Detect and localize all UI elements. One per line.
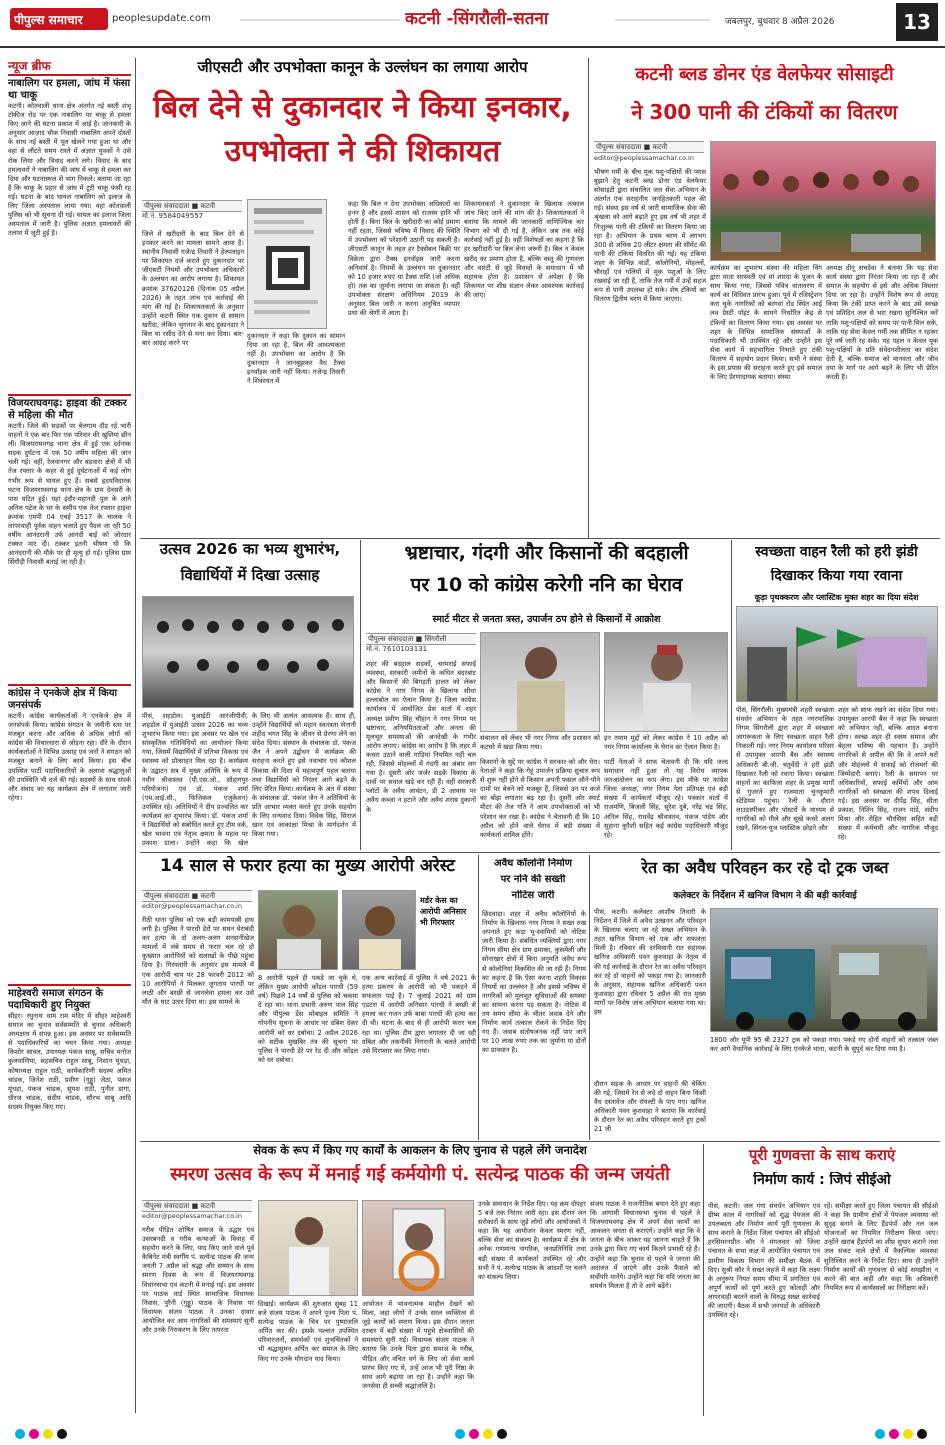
art9-body-5: संजय पाठक ने राजनीतिक बयान देते हुए कहा कि आगामी विधानसभा चुनाव से पहले वे विजयराघवगढ़ क्षेत्र में अपने सेवा कार्यों का आकलन जनता से कराएंगे। उन्होंने कहा कि वे जनता के बीच जाकर यह जानना चाहते हैं कि उनके द्वारा किए गए कार्य कितने प्रभावी रहे हैं। उन्होंने कहा कि चुनाव से पहले वे जनता की अदालत में जाएंगे और उनके फैसले को सर्वोपरि मानेंगे। उन्होंने कहा कि यदि जनता का समर्थन मिलता है तो वे आगे बढ़ेंगे। xyxy=(590,1200,700,1290)
art7-headline-3: नोटिस जारी xyxy=(511,890,555,901)
art3-headline-2: विद्यार्थियों में दिखा उत्साह xyxy=(180,566,320,584)
art6-body-3: एक अन्य कार्रवाई में पुलिस ने वर्ष 2021 के हत्या प्रकरण के आरोपी को भी पकड़ने में सफलता पाई है। 7 जुलाई 2021 को ग्राम एडटरा में आरोपी अनिसार पारधी ने बरछी से हमला कर गजन उर्फ बाबा पारधी की हत्या कर दी थी। घटना के बाद से ही आरोपी फरार चल रहा था। पुलिस टीम द्वारा लगातार दी जा रही दबिश और तकनीकी निगरानी के चलते आरोपी उसे गिरफ्तार कर लिया गया। xyxy=(362,974,476,1055)
art2-body-3: अध्यक्ष दीनू सचदेवा ने बताया कि यह सेवा कार्य संस्था द्वारा निरंतर किया जा रहा है और समाज के सहयोग से इसे और अधिक विस्तार दिया जा रहा है। उन्होंने विशेष रूप से आग्रह किया कि टंकी प्राप्त करने के बाद उसे स्वच्छ एवं प्रतिदिन जल से भरा रखना सुनिश्चित करें ताकि पशु-पक्षियों को समय पर पानी मिल सके, ताकि यह सेवा केवल गर्मी तक सीमित न रहकर पूरे वर्ष जारी रह सके। यह पहल न केवल मूक पशु-पक्षियों के प्रति संवेदनशीलता का संदेश देती है, बल्कि समाज को मानवता और जीव दया के मार्ग पर आगे बढ़ने के लिए भी प्रेरित करती है। xyxy=(826,264,938,382)
divider xyxy=(140,1141,940,1142)
group-photo-image xyxy=(711,142,936,261)
art8-headline: रेत का अवैध परिवहन कर रहे दो ट्रक जब्त xyxy=(641,858,889,877)
art9-body-4: उनके समाधान के निर्देश दिए। यह क्रम दोपहर 5 बजे तक निरंतर जारी रहा। इस दौरान जन सरोकारों के साथ जुड़े लोगों और आयोजकों ने कहा कि यह आयोजन केवल स्मरण नहीं, बल्कि सेवा का संकल्प है। कार्यक्रम में क्षेत्र के अनेक गणमान्य नागरिक, जनप्रतिनिधि तथा बड़ी संख्या में कार्यकर्ता उपस्थित रहे और सभी ने पं. सत्येन्द्र पाठक के आदर्शों पर चलने का संकल्प लिया। xyxy=(478,1200,586,1281)
trucks-image xyxy=(711,909,938,1032)
mla-image xyxy=(259,1201,358,1296)
news-brief-column xyxy=(8,58,131,1413)
art2-body-2: कार्यक्रम का शुभारंभ संस्था की महिला विंग द्वारा माता सरस्वती एवं मां शारदा के पूजन के साथ किया गया, जिससे पवित्र वातावरण में कार्य का विधिवत प्रारंभ हुआ। पूर्व में रजिस्ट्रेशन करा चुके नागरिकों को बरगवां रोड स्थित आई लव ग्रेस्टी पॉइंट के सामने निर्धारित केंद्र से टंकियों का वितरण किया गया। इस अवसर पर शहर के विभिन्न सामाजिक संस्थाओं के पदाधिकारी भी उपस्थित रहे और उन्होंने इस सेवा कार्य में सहभागिता निभाते हुए टंकी वितरण में सहयोग प्रदान किया। सभी ने संस्था के इस प्रयास की सराहना करते हुए इसे समाज के लिए प्रेरणादायक बताया। संस्था xyxy=(710,264,822,382)
page-number: 13 xyxy=(896,3,938,41)
art2-headline-2: ने 300 पानी की टंकियों का वितरण xyxy=(631,100,898,124)
art1-body-2: दुकानदार ने कहा कि दुकान का सामान दिया जा रहा है, बिल की आवश्यकता नहीं है। उपभोक्ता का आरोप है कि दुकानदार ने जानबूझकर वैध टैक्स इनवॉइस जारी नहीं किया। गजेन्द्र तिवारी ने शिकायत में xyxy=(247,332,345,386)
art8-caption: दौरान सड़क के आधार पर वाहनों की चेकिंग की गई, जिसमें रेत से लदे दो वाहन बिना किसी वैध दस्तावेज और रॉयल्टी के पाए गए। खनिज अधिकारी पवन कुशवाहा ने बताया कि कार्रवाई के दौरान रेत का अवैध परिवहन करते हुए ट्रकों 21 जी xyxy=(594,1080,706,1134)
art1-headline: बिल देने से दुकानदार ने किया इनकार, उपभोक्ता ने की शिकायत xyxy=(153,90,572,169)
art4-caption-2: इन तमाम मुद्दों को लेकर कांग्रेस ने 10 अप्रैल को नगर निगम कार्यालय के घेराव का ऐलान किया है। xyxy=(604,734,728,752)
art9-kicker: सेवक के रूप में किए गए कार्यों के आकलन के लिए चुनाव से पहले लेंगे जनादेश xyxy=(253,1144,587,1157)
art5-subhead: कूड़ा पृथक्करण और प्लास्टिक मुक्त शहर का दिया संदेश xyxy=(754,593,919,602)
art3-photo xyxy=(142,596,354,708)
art6-subhead: मर्डर केस का आरोपी अनिसार भी गिरफ्तार xyxy=(420,896,467,927)
art10-body-2: रहें। समीक्षा करते हुए जिला पंचायत की सीईओ ने कहा कि ग्रामीण क्षेत्रों में पेयजल व्यवस्था को सुदृढ़ बनाने के लिए हैंडपंपों और नल जल योजनाओं का नियमित निरीक्षण किया जाए। उन्होंने खराब हैंडपंपों का शीघ्र सुधार कराने तथा जल संकट वाले क्षेत्रों में वैकल्पिक व्यवस्था सुनिश्चित करने के निर्देश दिए। साथ ही उन्होंने निर्माण कार्यों की गुणवत्ता से कोई समझौता न करने की बात कही और कहा कि अधिकारी नियमित रूप से कार्यस्थलों का निरीक्षण करें। xyxy=(824,1202,938,1292)
art4-headline-2: पर 10 को कांग्रेस करेगी ननि का घेराव xyxy=(410,574,683,596)
art9-body-3: आयोजन में भावनात्मक माहौल देखने को मिला, जहां लोगों ने उनके सरल व्यक्तित्व से जुड़े कार्यों को स्मरण किया। इस दौरान जनता दरबार में बड़ी संख्या में पहुंचे क्षेत्रवासियों की समस्याएं सुनी गईं। विधायक संजय पाठक ने बताया कि उनके पिता द्वारा समाज के गरीब, पीड़ित और वंचित वर्ग के लिए जो सेवा कार्य प्रारंभ किए गए थे, उन्हें आज भी पूरी निष्ठा के साथ आगे बढ़ाया जा रहा है। उन्होंने कहा कि जनसेवा ही सच्ची श्रद्धांजलि है। xyxy=(362,1300,474,1390)
art6-headline: 14 साल से फरार हत्या का मुख्य आरोपी अरेस्ट xyxy=(160,856,455,876)
art4-body-1: शहर की बदहाल सड़कों, चरमराई सफाई व्यवस्था, सरकारी जमीनों के कथित बंदरबांट और किसानों की बिगड़ती हालत को लेकर कांग्रेस ने नगर निगम के खिलाफ सीधा हल्लाबोल का ऐलान किया है। जिला कांग्रेस कार्यालय में आयोजित प्रेस वार्ता में शहर अध्यक्ष प्रवीण सिंह चौहान ने नगर निगम पर भ्रष्टाचार, अनियमितताओं और जनता की मूलभूत समस्याओं की अनदेखी के गंभीर आरोप लगाए। कांग्रेस का आरोप है कि शहर में कचरा उठाने वाली गाड़ियां नियमित नहीं चल रही, जिससे मोहल्लों में गंदगी का अंबार लग गया है। दूसरी ओर जर्जर सड़कें विकास के दावों पर सवाल खड़े कर रही हैं। वहीं सरकारी प्लॉटों के अवैध आवंटन, डी 2 आवास पर अवैध कब्जा न हटाने और अवैध शराब दुकानों के xyxy=(366,660,476,814)
art9-body-2: दिखाई। कार्यक्रम की शुरुआत सुबह 11 बजे संजय पाठक ने अपने पूज्य पिता पं. सत्येन्द्र पाठक के चित्र पर पुष्पांजलि अर्पित कर की। इसके पश्चात उपस्थित परिवारजनों, समर्थकों एवं शुभचिंतकों ने भी श्रद्धासुमन अर्पित कर समाज के लिए किए गए उनके योगदान याद किया। xyxy=(258,1300,358,1363)
brief-1-title: नाबालिग पर हमला, जांघ में फंसा था चाकू xyxy=(8,74,131,102)
art6-body-1: रीठी थाना पुलिस को एक बड़ी कामयाबी हाथ लगी है। पुलिस ने पारधी डेरों पर सघन घेराबंदी कर हत्या के दो अलग-अलग सनसनीखेज मामलों में लंबे समय से फरार चल रहे दो कुख्यात आरोपियों को सलाखों के पीछे पहुंचा दिया है। गिरफ्तारी के अनुसार इस मामले में एक आरोपी चाय पर 28 फरवरी 2012 को 10 आरोपियों ने मिलकर जुगताय पारधी पर लाठी और बरछी से जानलेवा हमला कर उसे मौत के घाट उतार दिया था। इस मामले के xyxy=(142,916,254,1006)
divider xyxy=(589,855,590,1140)
art9-photo-2 xyxy=(362,1200,474,1296)
divider xyxy=(140,852,940,853)
art9-photo-1 xyxy=(258,1200,358,1296)
receipt-image xyxy=(248,200,327,329)
art4-photo-1 xyxy=(480,632,600,732)
art5-body-2: शहर को साफ रखने का संदेश दिया गया। उपायुक्त आरपी बैस ने कहा कि स्वच्छता को अभियान नहीं, बल्कि आदत बनाना होगा। स्वच्छ शहर ही स्वस्थ समाज और बेहतर भविष्य की पहचान है। उन्होंने नागरिकों से अपील की कि वे अपने घरों और मोहल्लों में सफाई को रोजमर्रा की जिम्मेदारी बनाएं। रैली के समापन पर अधिकारियों, सफाई कर्मियों और आम नागरिकों को स्वच्छता की शपथ दिलाई गई। इस अवसर पर दीपेंद्र सिंह, सीता प्रकाश, नितिन सिंह, राजन पांडे, संदीप मिश्रा और रोहित चौरसिया सहित बड़ी संख्या में कर्मचारी और नागरिक मौजूद रहे। xyxy=(838,706,938,842)
brief-2-text: कटनी। जिले की सड़कों पर बेलगाम दौड़ रहे भारी वाहनों ने एक बार फिर एक परिवार की खुशियां छीन लीं। विजयराघवगढ़ थाना क्षेत्र में हुई एक दर्दनाक सड़क दुर्घटना में एक 50 वर्षीय महिला की जान चली गई। वहीं, रेलवानगर और बड़वारा क्षेत्रों में भी तेज रफ्तार के कहर से हुई दुर्घटनाओं में कई लोग गंभीर रूप से घायल हुए हैं। सबसे हृदयविदारक घटना विजयराघवगढ़ थाना क्षेत्र के ग्राम देवसरी के पास घटित हुई। यहां इंदौर-महानदी पुल के आगे अनिल पटेल के घर के समीप एक तेज रफ्तार हाइवा क्रमांक एमपी 04 एचई 3517 के चालक ने लापरवाही पूर्वक वाहन चलाते हुए पैदल जा रही 50 वर्षीय आनंदरानी उर्फ आनंदी बाई को जोरदार टक्कर मार दी। टक्कर इतनी भीषण थी कि आनंदरानी की मौके पर ही मृत्यु हो गई। पुलिस ग्राम सिंगौड़ी निवासी बताई जा रही है। xyxy=(8,422,131,567)
art2-photo xyxy=(710,141,936,261)
press-person-image xyxy=(481,633,600,732)
art3-headline-1: उत्सव 2026 का भव्य शुभारंभ, xyxy=(159,540,341,558)
brief-4-text: सीहर। रघुनाथ धाम राम मंदिर में सीहर माहेश्वरी समाज का चुनाव सर्वसम्मति से चुनाव अधिकारी अध्यक्षता में संपन्न हुआ। इस अवसर पर सर्वसम्मति से पदाधिकारियों का चयन किया गया। अध्यक्ष किशोर सावल, उपाध्यक्ष पंकज साबू, सचिव मनोज कुलवाणिया, सहसचिव राहुल साबू, निशान मूंधड़ा, कोषाध्यक्ष राहुल राठी, कार्यकारिणी सदस्य अमित चांडक, जिनेश राठी, प्रवीण (गुड्डू) जेठा, पंकज मूंधड़ा, पंकज चांडक, सुयश राठी, पुनीत डागा, धीरज चांडक, संदीप चांडक, सौरभ साबू आदि सदस्य नियुक्त किए गए। xyxy=(8,1012,131,1111)
art1-kicker: जीएसटी और उपभोक्ता कानून के उल्लंघन का लगाया आरोप xyxy=(197,58,528,76)
brief-1-text: कटनी। कोतवाली थाना क्षेत्र अंतर्गत नई बस्ती शंभू टॉकीज रोड पर एक नाबालिग पर चाकू से हमला किए जाने की घटना प्रकाश में आई है। जानकारी के अनुसार आज़ाद चौक निवासी नाबालिग अपने दोस्तों के साथ नई बस्ती में पूल खेलने गया हुआ था और वहां से लौटते समय रास्ते में अज्ञात युवकों ने उसे रोक लिया और विवाद करने लगे। विवाद के बाद हमलावरों ने नाबालिग की जांघ में चाकू से हमला कर दिया और घटनास्थल से भाग निकले। बताया जा रहा है कि चाकू के प्रहार से जांघ में टूटी चाकू फंसी रह गई। घटना के बाद घायल नाबालिग को इलाज के लिए जिला अस्पताल लाया गया। वहां कोतवाली पुलिस को भी सूचना दी गई। घायल का इलाज जिला अस्पताल में जारी है। पुलिस अज्ञात हमलावरों की तलाश में जुटी हुई है। xyxy=(8,102,131,238)
art8-body-1: पीसं, कटनी। कलेक्टर आशीष तिवारी के निर्देशन में जिले में अवैध उत्खनन और परिवहन के खिलाफ चलाए जा रहे सख्त अभियान के तहत खनिज विभाग को एक और सफलता मिली है। रविवार की दरमियानी रात सहायक खनिज अधिकारी पवन कुशवाहा के नेतृत्व में की गई कार्रवाई के दौरान रेत का अवैध परिवहन कर रहे दो वाहनों को पकड़ा गया है। जानकारी के अनुसार, सहायक खनिज अधिकारी पवन कुशवाहा द्वारा रविवार 5 अप्रैल की रात मुख्य मार्गों पर विशेष जांच अभियान चलाया गया था। इस xyxy=(594,908,706,1017)
accused-1-image xyxy=(259,891,338,970)
art3-body-2: के लिए भी अत्यंत आवश्यक हैं। साथ ही, उन्होंने विद्यार्थियों को महान स्वतंत्रता सेनानी शहीद भगत सिंह के जीवन से प्रेरणा लेने का संदेश दिया। संस्थान के संचालक डॉ. पंकज जैन ने अपने उद्बोधन में कार्यक्रम की सराहना करते हुए इसे नवाचार एवं कौशल विकास की दिशा में महत्वपूर्ण पहल बताया तथा विद्यार्थियों को निरंतर आगे बढ़ने के लिए प्रेरित किया। कार्यक्रम के अंत में संस्था के संचालक डॉ. पंकज जैन ने अतिथियों के प्रति आभार व्यक्त करते हुए उनके सहयोग के लिए धन्यवाद दिया। विवेक सिंह, सिराज खान एवं आकांक्षा मिश्रा के मार्गदर्शन में किया गया। xyxy=(252,712,356,839)
art2-body-1: भीषण गर्मी के बीच मूक पशु-पक्षियों की प्यास बुझाने हेतु कटनी ब्लड डोनर एंड वेलफेयर सोसाइटी द्वारा संचालित जल सेवा अभियान के अंतर्गत एक सराहनीय जनहितकारी पहल की गई। संस्था इस वर्ष से जारी सामाजिक सेवा की श्रृंखला को आगे बढ़ाते हुए इस वर्ष भी शहर में निःशुल्क पानी की टंकियों का वितरण किया जा रहा है। अभियान के प्रथम चरण में लगभग 300 से अधिक 20 लीटर क्षमता की सीमेंट की पानी की टंकियां वितरित की गईं। यह टंकियां शहर के विभिन्न वार्डों, कॉलोनियों, मोहल्लों, चौराहों एवं गलियों में मूक पशुओं के लिए रखवाई जा रही हैं, ताकि तेज गर्मी में उन्हें सहज रूप से पानी उपलब्ध हो सके। शेष टंकियों का वितरण द्वितीय चरण में किया जाएगा। xyxy=(594,168,706,304)
brief-3-text: कटनी। कांग्रेस कार्यकर्ताओं ने एनकेजे क्षेत्र में जनसंपर्क किया। कांग्रेस संगठन के जमीनी स्तर पर मजबूत करना और अधिक से अधिक लोगों को कांग्रेस की विचारधारा से जोड़ना रहा। दौरे के दौरान कार्यकर्ताओं ने विभिन्न उत्साह एवं जनों ने संगठन को मजबूत बनाने के लिए कार्य किया। इस बीच उपस्थित पार्टी पदाधिकारियों के अलावा श्रद्धालुओं की उपस्थिति भी दर्ज की गई। सदस्यों के साथ संपर्क और संवाद का यह कार्यक्रम क्षेत्र में लगातार जारी रहेगा। xyxy=(8,712,131,802)
art2-email: editor@peoplessamachar.co.in xyxy=(594,154,694,162)
flag-rally-image xyxy=(737,607,938,702)
art1-body-4: शिकायतकर्ता ने दुकानदार के खिलाफ तत्काल जांच किए जाने की मांग की है। शिकायतकर्ता ने बताया कि मामले की जानकारी वाणिज्यिक कर विभाग को भी दी गई है, लेकिन अब तक कोई कार्रवाई नहीं हुई है। वहीं विशेषज्ञों का कहना है कि हर खरीदारी पर बिल लेना जरूरी है। बिल न केवल खरीद का प्रमाण होता है, बल्कि वस्तु की गुणवत्ता और वारंटी से जुड़े विवादों के समाधान में भी सहायक होता है। प्रशासन से अपेक्षा है कि शिकायत पर शीघ्र संज्ञान लेकर आवश्यक कार्रवाई की जाए। xyxy=(464,200,584,299)
art6-byline: पीपुल्स संवाददाता ■ कटनी xyxy=(142,890,252,902)
art9-body-1: गरीब पीड़ित शोषित समाज के उद्धार एवं उसरबनदी व गरीब कन्याओं के विवाह में सहयोग करने के लिए, याद किए जाने वाले पूर्व कैबिनेट मंत्री स्वर्गीय पं. सत्येन्द्र पाठक की जन्म जयंती 7 अप्रैल को श्रद्धा और सम्मान के साथ स्मरण दिवस के रूप में विजयराघवगढ़ विधानसभा एवं कटनी में मनाई गई। इस अवसर पर पाठक वार्ड स्थित सामाजिक विधायक निवास, पुरैनी (गुड्डू) पाठक के निवास पर विधायक संजय पाठक ने उनका दावार आयोजित कर आम नागरिकों की समस्याएं सुनीं और उनके निराकरण के लिए तत्परता xyxy=(142,1226,254,1335)
masthead-logo-text: पीपुल्स समाचार xyxy=(14,13,83,27)
art3-body-1: पीसं, शहडोल। युआईटी आरजीपीवी, शहडोल में युआईटी उत्सव 2026 का भव्य शुभारंभ किया गया। इस अवसर पर खेल एवं सांस्कृतिक गतिविधियों का आयोजन किया गया, जिसमें विद्यार्थियों में प्रतिभा विकास एवं स्वास्थ्य को प्रोत्साहन मिल रहा है। कार्यक्रम के उद्घाटन सत्र में मुख्य अतिथि के रूप में नवीन श्रीवास्तव (पी.एस.ओ., सोहागपुर परियोजना) एवं डॉ. पंकज शर्मा (एम.आई.सी., फिजिकल एजुकेशन) उपस्थित रहे। अतिथियों ने दीप प्रज्वलित कर कार्यक्रम का शुभारंभ किया। डॉ. पंकज शर्मा ने विद्यार्थियों को संबोधित करते हुए टीम वर्क, खेल भावना एवं नेतृत्व क्षमता के महत्व पर प्रकाश डाला। उन्होंने कहा कि खेल xyxy=(142,712,248,847)
brief-3-title: कांग्रेस ने एनकेजे क्षेत्र में किया जनसंपर्क xyxy=(8,684,131,712)
art5-headline-2: दिखाकर किया गया रवाना xyxy=(770,568,903,584)
art1-mobile: मो.नं. 9584049557 xyxy=(142,212,204,220)
art10-headline-1: पूरी गुणवत्ता के साथ कराएं xyxy=(748,1146,896,1164)
art6-photo-1 xyxy=(258,890,338,970)
art1-receipt-photo xyxy=(247,199,327,329)
column-divider xyxy=(135,58,136,1413)
art9-byline: पीपुल्स संवाददाता ■ कटनी xyxy=(142,1200,252,1212)
art6-photo-2 xyxy=(342,890,416,970)
art4-subhead: स्मार्ट मीटर से जनता त्रस्त, उपार्जन ठप होने से किसानों में आक्रोश xyxy=(432,614,661,625)
brief-4-title: माहेश्वरी समाज संगठन के पदाधिकारी हुए नियुक्त xyxy=(8,984,131,1012)
masthead-bar-2 xyxy=(615,19,710,21)
students-photo-image xyxy=(143,597,354,708)
art4-caption-1: संचालन को लेकर भी नगर निगम और प्रशासन को कटघरे में खड़ा किया गया। xyxy=(480,734,600,752)
art4-body-2: किसानों के मुद्दे पर कांग्रेस ने सरकार को और घेरा। नेताओं ने कहा कि गेहूं उपार्जन प्रक्रिया सुचारु रूप से शुरू नहीं होने से किसान अपनी फसल औने-पौने दामों पर बेचने को मजबूर हैं, जिससे उन पर कर्ज का बोझ लगातार बढ़ रहा है। दूसरी ओर स्मार्ट मीटर की तेज गति ने आम उपभोक्ताओं को भी परेशान कर रखा है। कांग्रेस ने चेतावनी दी कि 10 अप्रैल को होने वाले घेराव में बड़ी संख्या में कार्यकर्ता शामिल होंगे। xyxy=(480,758,600,839)
divider xyxy=(588,58,589,538)
dateline: जबलपुर, बुधवार 8 अप्रैल 2026 xyxy=(725,17,835,27)
art7-headline-2: पर ननि की सख्ती xyxy=(500,874,566,885)
art5-body-1: पीसं, सिंगरौली। मुख्यमंत्री शहरी स्वच्छता संवर्धन अभियान के तहत नगरपालिक निगम सिंगरौली द्वारा शहर में स्वच्छता जागरूकता के लिए स्वच्छता वाहन रैली निकाली गई। नगर निगम कार्यालय परिसर से उपायुक्त आरपी बैस और स्वास्थ्य अधिकारी बी.जी. चतुर्वेदी ने हरी झंडी दिखाकर रैली को रवाना किया। स्वच्छता वाहनों का काफिला शहर के प्रमुख मार्गों से गुजरते हुए राजमाता चुनकुमारी स्टेडियम पहुंचा। रैली के दौरान लाउडस्पीकर और पोस्टरों के माध्यम से नागरिकों को गीले और सूखे कचरे अलग रखने, सिंगल-यूज प्लास्टिक छोड़ने और xyxy=(736,706,834,833)
edition-name: कटनी -सिंगरौली-सतना xyxy=(405,9,549,29)
art8-body-2: 1800 और यूपी 95 बी 2327 ट्रक को पकड़ा गया। पकड़े गए दोनों वाहनों को तत्काल जब्त कर आगे वैधानिक कार्रवाई के लिए एनकेजे थाना, कटनी के सुपुर्द कर दिया गया है। xyxy=(710,1036,938,1054)
art9-email: editor@peoplessamachar.co.in xyxy=(142,1212,242,1220)
art1-body-1: जिले में खरीदारी के बाद बिल देने से इनकार करने का मामला सामने आया है। स्थानीय निवासी गजेन्द्र तिवारी ने हेल्पलाइन पर शिकायत दर्ज कराते हुए दुकानदार पर जीएसटी नियमों और उपभोक्ता अधिकारों के उल्लंघन का आरोप लगाया है। शिकायत क्रमांक 37620126 (दिनांक 05 अप्रैल 2026) के तहत जांच एवं कार्रवाई की मांग की गई है। शिकायतकर्ता के अनुसार उन्होंने कटनी स्थित एक दुकान से सामान खरीदा, लेकिन भुगतान के बाद दुकानदार ने बिल या रसीद देने से मना कर दिया। बार-बार आग्रह करने पर xyxy=(142,230,244,348)
art10-headline-2: निर्माण कार्य : जिपं सीईओ xyxy=(753,1172,891,1188)
art6-body-2: 8 आरोपी पहले ही पकड़े जा चुके थे, लेकिन मुख्य आरोपी कोंडल पारधी (59 वर्ष) पिछले 14 वर्षों से पुलिस को चकमा दे रहा था। थाना प्रभारी अरुण पाल सिंह और पीपुल्स डेंस मोबाइल समिति ने गोपनीय सूचना के आधार पर दबिश देकर आरोपी को धर दबोचा। 2 अप्रैल 2026 को सटीक मुखबिर तंत्र की सूचना पर पुलिस ने पारधी डेरे पर रेड दी और कोंडल को धर दबोचा। xyxy=(258,974,358,1064)
art1-byline: पीपुल्स संवाददाता ■ कटनी xyxy=(142,200,242,212)
art5-photo xyxy=(736,606,938,702)
art4-body-3: पार्टी नेताओं ने साफ चेतावनी दी कि यदि जल्द समाधान नहीं हुआ तो यह विरोध व्यापक जनआंदोलन का रूप लेगा। इस मौके पर कांग्रेस जिला अध्यक्ष, नगर निगम नेता प्रतिपक्ष एवं बड़ी संख्या में कार्यकर्ता मौजूद रहे। पत्रकार वार्ता में राजमणि, बिजली सिंह, सुरेश दुबे, नरेंद्र चंद्र सिंह, अनिल सिंह, राधवेंद्र श्रीवास्तव, पंकज पांडेय और सुहाना कुरैशी सहित कई कांग्रेस पदाधिकारी मौजूद रहे। xyxy=(604,758,728,839)
footer-registration-bar xyxy=(0,1424,945,1445)
divider xyxy=(360,540,361,850)
art7-body: छिंदवाड़ा। शहर में अवैध कॉलोनियों के निर्माण के खिलाफ नगर निगम ने सख्त रुख अपनाते हुए कड़ा भू-स्वामियों को नोटिस जारी किया है। संबंधित व्यक्तियों द्वारा नगर निगम सीमा क्षेत्र ग्राम ढमाका, कुसमेली और सोनाखार क्षेत्रों में बिना अनुमति अवैध रूप से कॉलोनियां विकसित की जा रही हैं। निगम का कहना है कि ऐसा करना शहरी विकास नियमों का उल्लंघन है और इससे भविष्य में नागरिकों को मूलभूत सुविधाओं की समस्या का सामना करना पड़ सकता है। नोटिस में तय समय सीमा के भीतर जवाब देने और निर्माण कार्य तत्काल रोकने के निर्देश दिए गए हैं। जवाब संतोषजनक नहीं पाए जाने पर 10 लाख रुपए तक का जुर्माना या दोनों का प्रावधान है। xyxy=(482,910,586,1055)
divider xyxy=(478,855,479,1140)
divider xyxy=(731,540,732,850)
art4-byline: पीपुल्स संवाददाता ■ सिंगरौली xyxy=(366,633,476,645)
art4-headline-1: भ्रष्टाचार, गंदगी और किसानों की बदहाली xyxy=(404,542,689,564)
brief-2-title: विजयराघवगढ़: हाइवा की टक्कर से महिला की मौत xyxy=(8,394,131,422)
masthead xyxy=(0,0,945,48)
accused-2-image xyxy=(343,891,416,970)
art8-subhead: कलेक्टर के निर्देशन में खनिज विभाग ने की बड़ी कार्रवाई xyxy=(673,891,857,901)
art1-body-3a: कहा कि बिल न देना उपभोक्ता अधिकारों का हनन है और इससे शासन को राजस्व हानि भी होती है। बिना बिल के खरीदारी का कोई प्रमाण नहीं रहता, जिससे भविष्य में विवाद की स्थिति में उपभोक्ता को परेशानी उठानी पड़ सकती है। जीएसटी कानून के तहत हर टैक्सेबल बिक्री पर विक्रेता द्वारा टैक्स इनवॉइस जारी करना अनिवार्य है। नियमों के उल्लंघन पर दुकानदार को 10 हजार रुपए या टैक्स राशि (जो अधिक हो) तक का जुर्माना लगाया जा सकता है। वहीं उपभोक्ता संरक्षण अधिनियम 2019 के अनुसार बिल जारी न करना अनुचित व्यापार प्रथा की श्रेणी में आता है। xyxy=(348,200,460,318)
divider xyxy=(703,1144,704,1416)
divider xyxy=(140,538,940,539)
art2-headline-1: कटनी ब्लड डोनर एंड वेलफेयर सोसाइटी xyxy=(635,64,894,85)
news-brief-label: न्यूज ब्रीफ xyxy=(8,59,51,73)
art10-body-1: पीसं, कटनी। जल गंगा संवर्धन अभियान एवं ग्रीष्म काल में नागरिकों को शुद्ध पेयजल की उपलब्धता और निर्माण कार्य पूरी गुणवत्ता के साथ कराने के निर्देश जिला पंचायत की सीईओ हरसिमरनप्रीत कौर ने मंगलवार को जिला पंचायत के सभा कक्ष में आयोजित पंचायत एवं ग्रामीण विकास विभाग की समीक्षा बैठक में दिए। सुश्री कौर ने सख्त लहजे में कहा कि लक्ष्य के अनुरूप नियत समय सीमा में प्रगतिरत एवं अपूर्ण कार्यों को पूर्ण करते हुए कोताही और लापरवाही बरतने वालों के विरुद्ध सख्त कार्रवाई की जाएगी। बैठक में सभी जनपदों के अधिकारी उपस्थित रहे। xyxy=(708,1202,820,1320)
registration-marks xyxy=(0,1424,945,1445)
art9-headline: स्मरण उत्सव के रूप में मनाई गई कर्मयोगी पं. सत्येन्द्र पाठक की जन्म जयंती xyxy=(170,1164,670,1185)
portrait-garland-image xyxy=(363,1201,474,1296)
art7-headline-1: अवैध कॉलोनी निर्माण xyxy=(493,858,573,869)
masthead-url[interactable]: peoplesupdate.com xyxy=(112,13,211,24)
art5-headline-1: स्वच्छता वाहन रैली को हरी झंडी xyxy=(755,544,918,560)
art2-byline: पीपुल्स संवाददाता ■ कटनी xyxy=(594,141,704,153)
art4-mobile: मो.नं. 7610103131 xyxy=(366,645,428,653)
press-person-2-image xyxy=(605,633,728,732)
art6-email: editor@peoplessamachar.co.in xyxy=(142,902,242,910)
art8-photo xyxy=(710,908,938,1032)
masthead-bar xyxy=(240,19,400,21)
art4-photo-2 xyxy=(604,632,728,732)
